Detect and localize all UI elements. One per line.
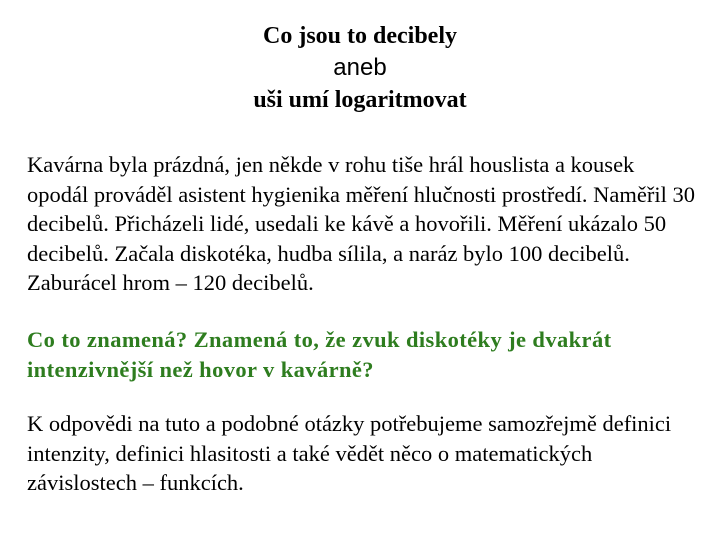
question-paragraph: Co to znamená? Znamená to, že zvuk diskotéky je dvakrát intenzivnější než hovor v kavárně? — [27, 327, 612, 382]
title-connector: aneb — [333, 54, 387, 81]
title-subtitle: uši umí logaritmovat — [253, 87, 467, 113]
conclusion-paragraph: K odpovědi na tuto a podobné otázky potřebujeme samozřejmě definici intenzity, definici hlasitosti a také vědět něco o matematických závislostech – funkcích. — [27, 411, 672, 495]
intro-paragraph: Kavárna byla prázdná, jen někde v rohu tiše hrál houslista a kousek opodál prováděl asistent hygienika měření hlučnosti prostředí. Naměřil 30 decibelů. Přicházeli lidé, usedali ke kávě a hovořili. Měření ukázalo 50 decibelů. Začala diskotéka, hudba sílila, a naráz bylo 100 decibelů. Zaburácel hrom – 120 decibelů. — [27, 152, 695, 295]
slide-title — [0, 20, 720, 116]
title-main: Co jsou to decibely — [263, 23, 457, 49]
